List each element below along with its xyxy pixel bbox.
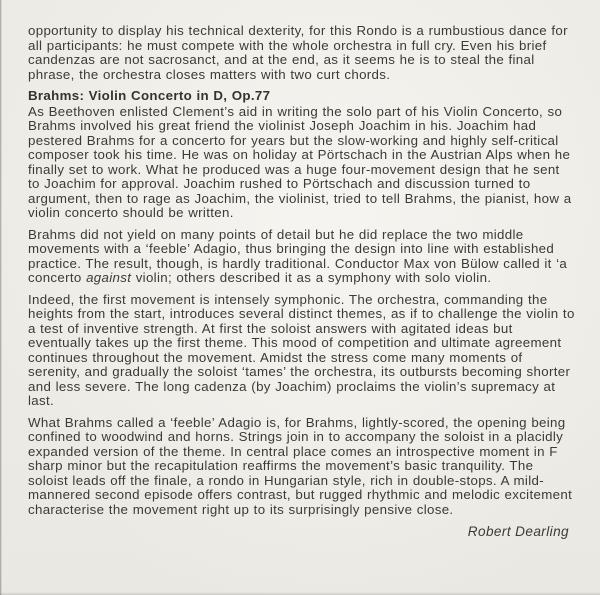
author-signature: Robert Dearling — [467, 524, 569, 539]
intro-paragraph: opportunity to display his technical dexterity, for this Rondo is a rumbustious dance for all participants: he must compete with the whole orchestra in full cry. Even his brief candenzas are not sacrosanct, and at the end, as it seems he is to steal the final phrase, the orchestra closes matters with two curt chords. — [28, 23, 568, 82]
section-heading: Brahms: Violin Concerto in D, Op.77 — [28, 88, 271, 103]
paragraph-adagio-text-before: Brahms did not yield on many points of detail but he did replace the two middle movements with a ‘feeble’ Adagio, thus bringing the design into line with established practice. The result, though, is hardly traditional. Conductor Max von Bülow called it ‘a concerto — [28, 226, 568, 285]
paragraph-finale: What Brahms called a ‘feeble’ Adagio is, for Brahms, lightly-scored, the opening being confined to woodwind and horns. Strings join in to accompany the soloist in a placidly expanded version of the theme. In central place comes an introspective moment in F sharp minor but the recapitulation reaffirms the movement’s basic tranquility. The soloist leads off the finale, a rondo in Hungarian style, rich in double-stops. A mild-mannered second episode offers contrast, but rugged rhythmic and melodic excitement characterise the movement right up to its surprisingly pensive close. — [28, 414, 573, 517]
paragraph-adagio-italic-word: against — [86, 270, 132, 285]
liner-notes-text-block — [28, 24, 575, 539]
paragraph-joachim: As Beethoven enlisted Clement’s aid in writing the solo part of his Violin Concerto, so Brahms involved his great friend the violinist Joseph Joachim in his. Joachim had pestered Brahms for a concerto for years but the slow-working and highly self-critical composer took his time. He was on holiday at Pörtschach in the Austrian Alps when he finally set to work. What he produced was a huge four-movement design that he sent to Joachim for approval. Joachim rushed to Pörtschach and discussion turned to argument, then to rage as Joachim, the violinist, tried to tell Brahms, the pianist, how a violin concerto should be written. — [28, 103, 572, 220]
paragraph-first-movement: Indeed, the first movement is intensely symphonic. The orchestra, commanding the heights from the start, introduces several distinct themes, as if to challenge the violin to a test of inventive strength. At first the soloist answers with agitated ideas but eventually takes up the first theme. This mood of competition and ultimate agreement continues throughout the movement. Amidst the stress come many moments of serenity, and gradually the soloist ‘tames’ the orchestra, its outbursts becoming shorter and less severe. The long cadenza (by Joachim) proclaims the violin’s supremacy at last. — [28, 291, 575, 408]
paragraph-adagio-text-after: violin; others described it as a symphony with solo violin. — [131, 270, 492, 285]
paragraph-adagio — [28, 228, 575, 286]
